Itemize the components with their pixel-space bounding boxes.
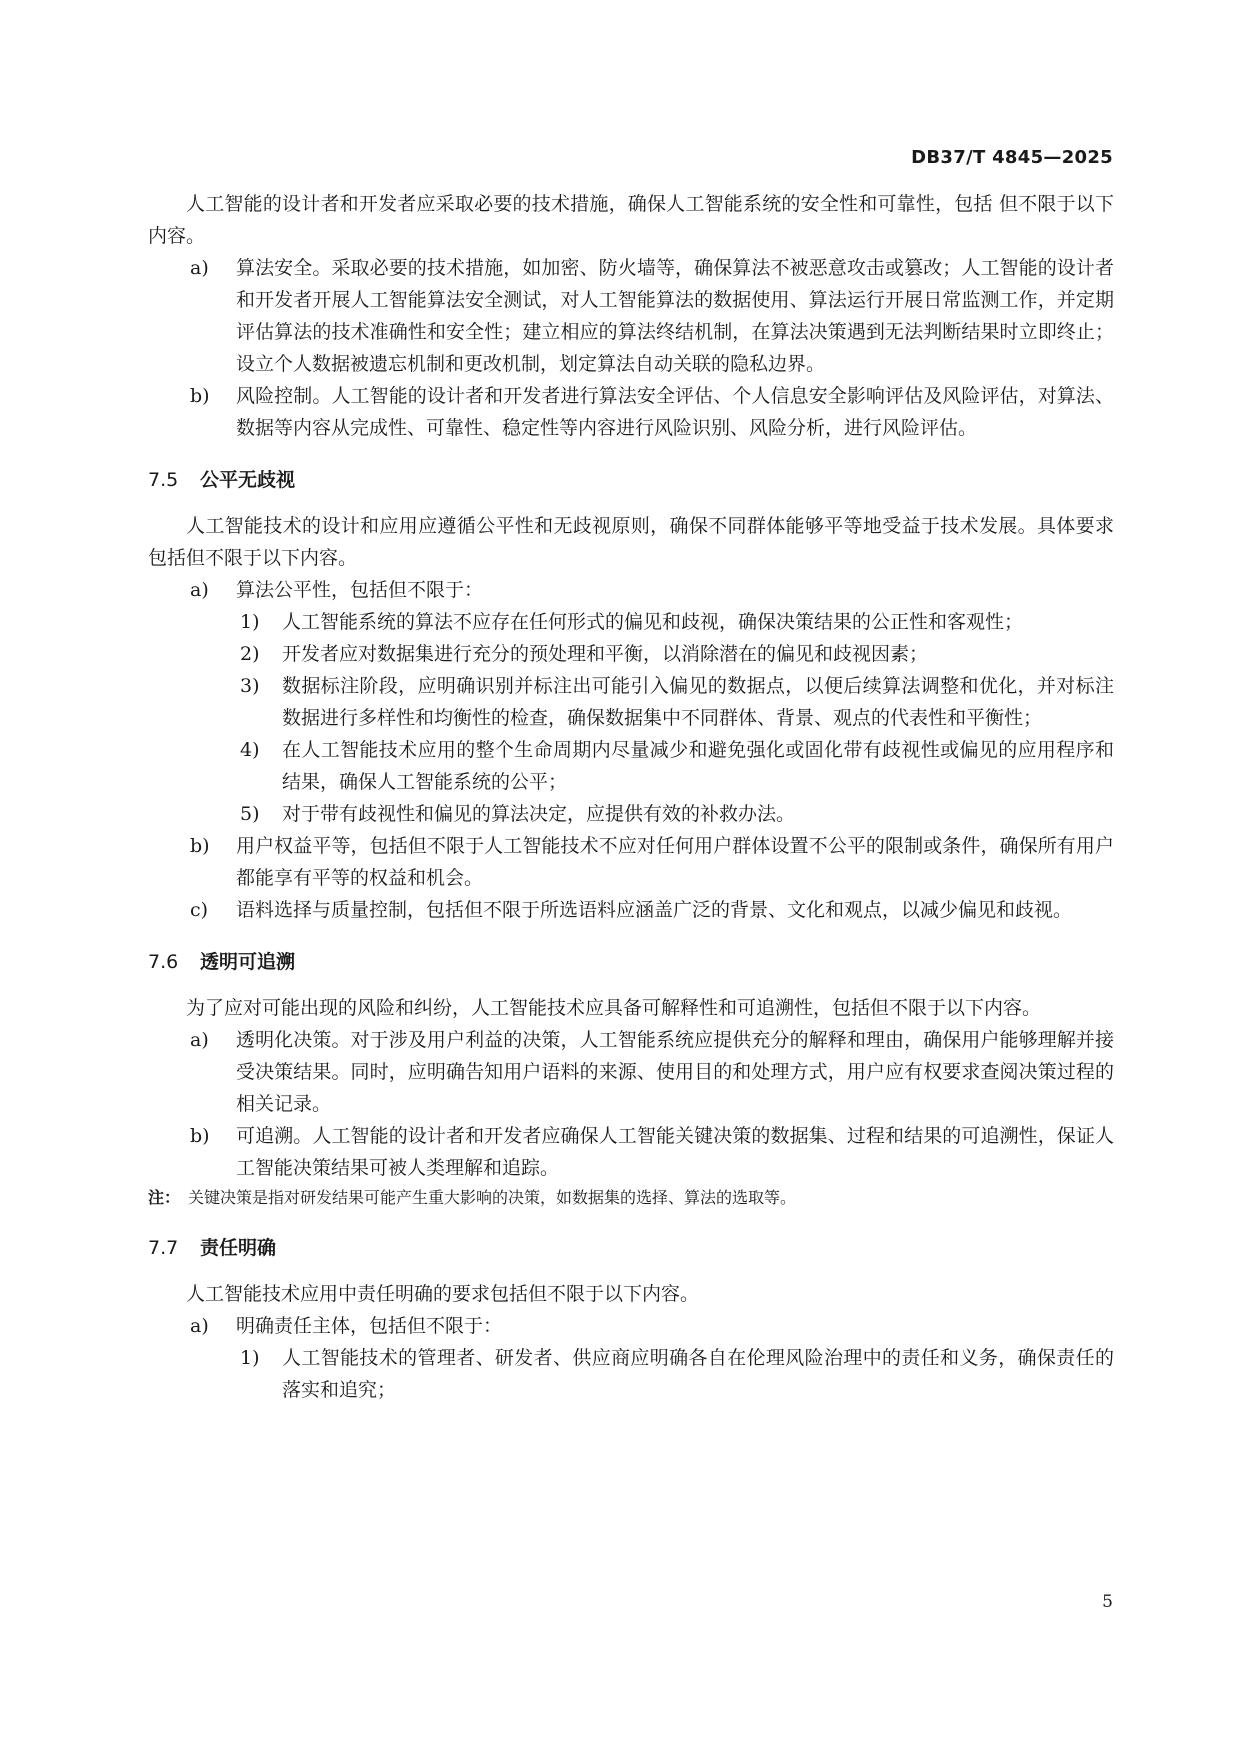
list-item-text: 可追溯。人工智能的设计者和开发者应确保人工智能关键决策的数据集、过程和结果的可追溯性，保证人工智能决策结果可被人类理解和追踪。 [236,1125,1114,1179]
sub-list-item [148,638,1114,670]
list-item-text: 用户权益平等，包括但不限于人工智能技术不应对任何用户群体设置不公平的限制或条件，确保所有用户都能享有平等的权益和机会。 [236,835,1114,889]
list-marker: 1) [240,611,260,633]
list-item [148,894,1114,926]
list-marker: b) [190,835,210,857]
list-marker: a) [190,579,209,601]
page-number: 5 [1102,1592,1113,1612]
list-item-text: 算法公平性，包括但不限于： [236,579,484,601]
list-item [148,380,1114,444]
document-body [148,188,1114,1406]
list-item-text: 数据标注阶段，应明确识别并标注出可能引入偏见的数据点，以便后续算法调整和优化，并对标注数据进行多样性和均衡性的检查，确保数据集中不同群体、背景、观点的代表性和平衡性； [282,675,1114,729]
note-text: 关键决策是指对研发结果可能产生重大影响的决策，如数据集的选择、算法的选取等。 [188,1188,797,1207]
list-item [148,574,1114,606]
list-item [148,252,1114,380]
transparency-intro-paragraph: 为了应对可能出现的风险和纠纷，人工智能技术应具备可解释性和可追溯性，包括但不限于以下内容。 [186,997,1042,1019]
list-item-text: 人工智能技术的管理者、研发者、供应商应明确各自在伦理风险治理中的责任和义务，确保责任的落实和追究； [282,1347,1114,1401]
list-item [148,830,1114,894]
sub-list-item [148,606,1114,638]
list-marker: c) [190,899,209,921]
sub-list-item [148,798,1114,830]
section-number: 7.6 [148,951,179,973]
list-item-text: 算法安全。采取必要的技术措施，如加密、防火墙等，确保算法不被恶意攻击或篡改；人工智能的设计者和开发者开展人工智能算法安全测试，对人工智能算法的数据使用、算法运行开展日常监测工作，并定期评估算法的技术准确性和安全性；建立相应的算法终结机制，在算法决策遇到无法判断结果时立即终止；设立个人数据被遗忘机制和更改机制，划定算法自动关联的隐私边界。 [236,257,1114,375]
section-title: 责任明确 [200,1237,277,1259]
list-marker: 5) [240,803,260,825]
list-item-text: 风险控制。人工智能的设计者和开发者进行算法安全评估、个人信息安全影响评估及风险评估，对算法、数据等内容从完成性、可靠性、稳定性等内容进行风险识别、风险分析，进行风险评估。 [236,385,1114,439]
list-item-text: 对于带有歧视性和偏见的算法决定，应提供有效的补救办法。 [282,803,796,825]
list-item-text: 明确责任主体，包括但不限于： [236,1315,503,1337]
list-item [148,1024,1114,1120]
section-title: 透明可追溯 [200,951,296,973]
sub-list-item [148,734,1114,798]
list-marker: 2) [240,643,260,665]
sub-list-item [148,1342,1114,1406]
responsibility-intro-paragraph: 人工智能技术应用中责任明确的要求包括但不限于以下内容。 [186,1283,700,1305]
list-item [148,1120,1114,1184]
note-label: 注： [148,1188,181,1207]
list-item-text: 透明化决策。对于涉及用户利益的决策，人工智能系统应提供充分的解释和理由，确保用户能够理解并接受决策结果。同时，应明确告知用户语料的来源、使用目的和处理方式，用户应有权要求查阅决策过程的相关记录。 [236,1029,1114,1115]
list-marker: a) [190,1029,209,1051]
list-marker: b) [190,385,210,407]
list-marker: 3) [240,675,260,697]
document-code: DB37/T 4845—2025 [911,147,1113,168]
section-title: 公平无歧视 [200,469,296,491]
security-intro-paragraph: 人工智能的设计者和开发者应采取必要的技术措施，确保人工智能系统的安全性和可靠性，包括 但不限于以下内容。 [148,193,1114,247]
note [148,1184,1114,1212]
list-item-text: 人工智能系统的算法不应存在任何形式的偏见和歧视，确保决策结果的公正性和客观性； [282,611,1024,633]
section-heading-7-7 [148,1232,1114,1264]
section-number: 7.7 [148,1237,179,1259]
list-item-text: 在人工智能技术应用的整个生命周期内尽量减少和避免强化或固化带有歧视性或偏见的应用程序和结果，确保人工智能系统的公平； [282,739,1114,793]
section-number: 7.5 [148,469,179,491]
list-item [148,1310,1114,1342]
fairness-intro-paragraph: 人工智能技术的设计和应用应遵循公平性和无歧视原则，确保不同群体能够平等地受益于技术发展。具体要求包括但不限于以下内容。 [148,515,1114,569]
list-marker: 4) [240,739,260,761]
section-heading-7-6 [148,946,1114,978]
list-marker: 1) [240,1347,260,1369]
list-item-text: 开发者应对数据集进行充分的预处理和平衡，以消除潜在的偏见和歧视因素； [282,643,929,665]
list-item-text: 语料选择与质量控制，包括但不限于所选语料应涵盖广泛的背景、文化和观点，以减少偏见和歧视。 [236,899,1073,921]
list-marker: a) [190,257,209,279]
section-heading-7-5 [148,464,1114,496]
list-marker: b) [190,1125,210,1147]
list-marker: a) [190,1315,209,1337]
sub-list-item [148,670,1114,734]
